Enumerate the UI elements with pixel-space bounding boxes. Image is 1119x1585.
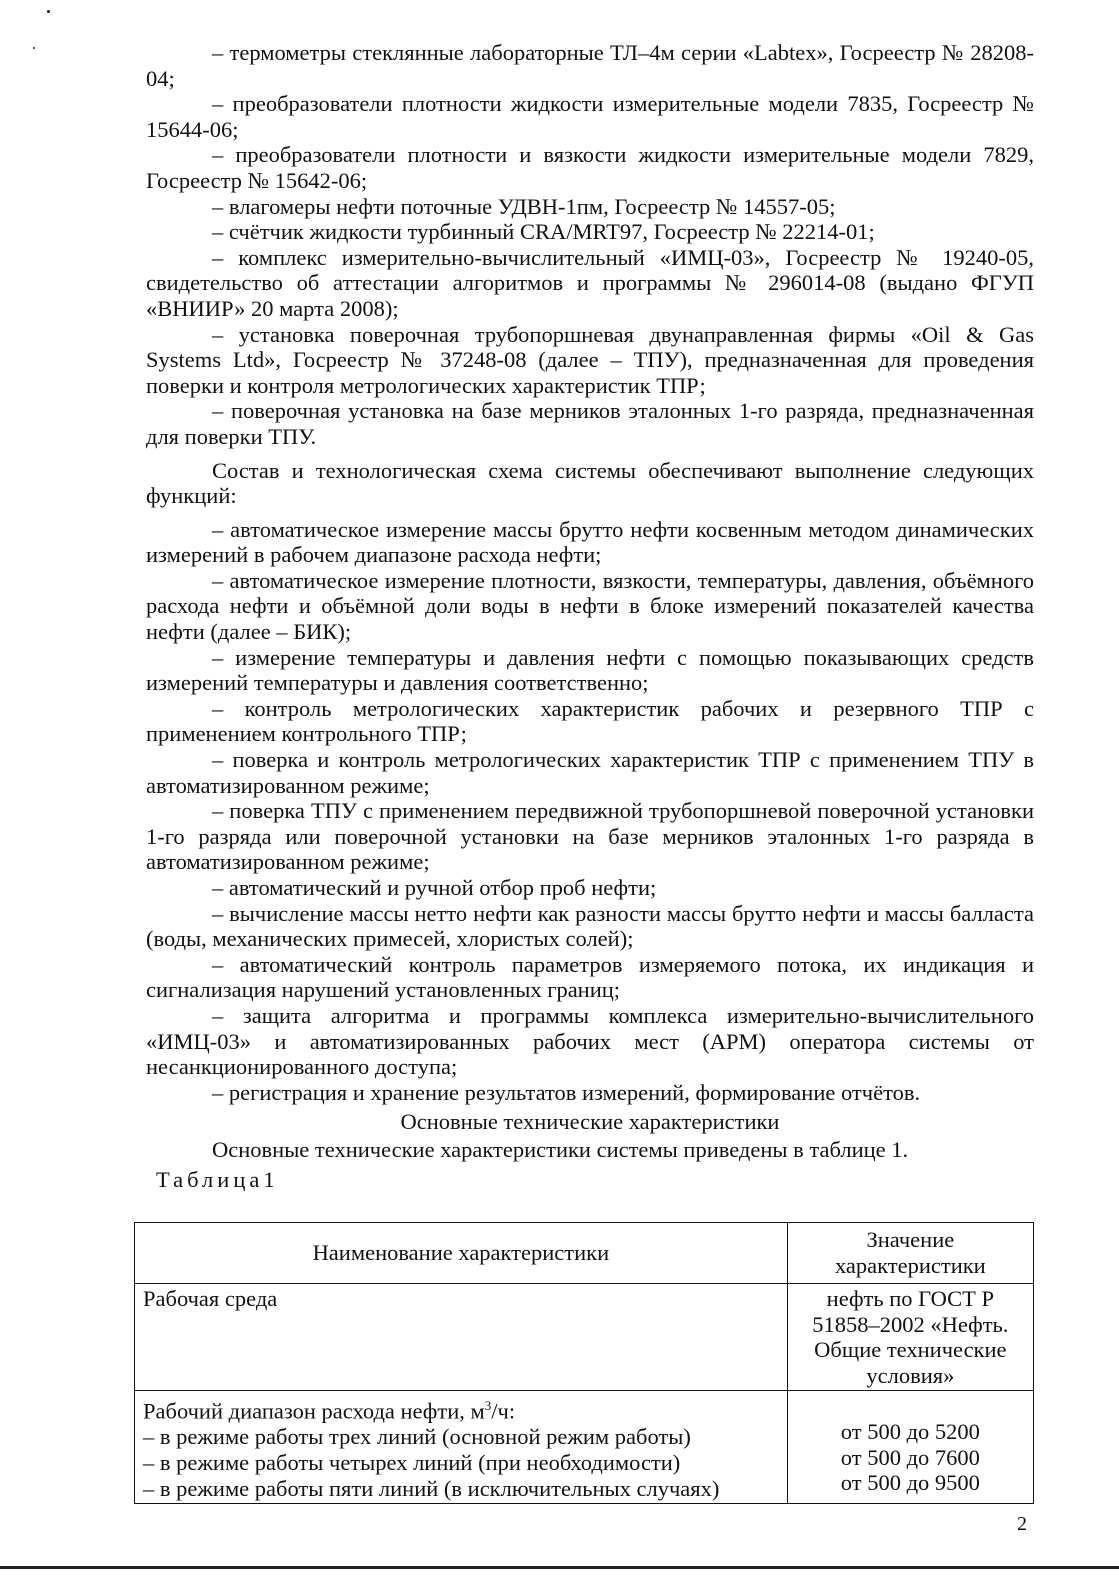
paragraph: – поверка ТПУ с применением передвижной трубопоршневой поверочной установки 1-го разряда или поверочной установки на базе мерников эталонных 1-го разряда в автоматизированном режиме;	[146, 798, 1034, 875]
table-intro: Основные технические характеристики системы приведены в таблице 1.	[212, 1136, 909, 1162]
paragraph: – комплекс измерительно-вычислительный «ИМЦ-03», Госреестр № 19240-05, свидетельство об аттестации алгоритмов и программы № 296014-08 (выдано ФГУП «ВНИИР» 20 марта 2008);	[146, 244, 1034, 321]
cell-name	[135, 1391, 788, 1504]
cell-value	[787, 1391, 1033, 1504]
flow-range-value: от 500 до 9500	[840, 1470, 980, 1496]
document-body	[146, 40, 1034, 1196]
table-caption: Таблица1	[156, 1166, 279, 1192]
paragraph: – термометры стеклянные лабораторные ТЛ–4м серии «Labtex», Госреестр № 28208-04;	[146, 40, 1034, 91]
table-row	[135, 1391, 1034, 1504]
paragraph: – поверочная установка на базе мерников эталонных 1-го разряда, предназначенная для поверки ТПУ.	[146, 398, 1034, 449]
section-heading: Основные технические характеристики	[400, 1109, 780, 1135]
paragraph: – преобразователи плотности жидкости измерительные модели 7835, Госреестр № 15644-06;	[146, 91, 1034, 142]
page-number: 2	[1017, 1513, 1027, 1535]
paragraph: Состав и технологическая схема системы обеспечивают выполнение следующих функций:	[146, 457, 1034, 509]
paragraph: – установка поверочная трубопоршневая двунаправленная фирмы «Oil & Gas Systems Ltd», Госреестр № 37248-08 (далее – ТПУ), предназначенная для проведения поверки и контроля метрологических характеристик ТПР;	[146, 321, 1034, 398]
flow-range-item: – в режиме работы четырех линий (при необходимости)	[143, 1450, 681, 1476]
paragraph: – защита алгоритма и программы комплекса измерительно-вычислительного «ИМЦ-03» и автоматизированных рабочих мест (АРМ) оператора системы от несанкционированного доступа;	[146, 1002, 1034, 1080]
flow-range-item: – в режиме работы трех линий (основной режим работы)	[143, 1424, 691, 1450]
table-row	[135, 1284, 1034, 1391]
paragraph: – влагомеры нефти поточные УДВН-1пм, Госреестр № 14557-05;	[212, 193, 836, 219]
scan-bottom-edge	[0, 1566, 1119, 1569]
header-name: Наименование характеристики	[135, 1223, 788, 1284]
paragraph: – поверка и контроль метрологических характеристик ТПР с применением ТПУ в автоматизированном режиме;	[146, 747, 1034, 798]
cell-value: нефть по ГОСТ Р 51858–2002 «Нефть. Общие технические условия»	[787, 1284, 1033, 1391]
table-header-row	[135, 1223, 1034, 1284]
scan-speck	[33, 47, 35, 49]
paragraph: – вычисление массы нетто нефти как разности массы брутто нефти и массы балласта (воды, механических примесей, хлористых солей);	[146, 900, 1034, 952]
header-value: Значение характеристики	[787, 1223, 1033, 1284]
paragraph: – автоматический и ручной отбор проб нефти;	[212, 875, 657, 900]
paragraph: – регистрация и хранение результатов измерений, формирование отчётов.	[212, 1079, 921, 1105]
characteristics-table	[134, 1222, 1034, 1504]
flow-range-title: Рабочий диапазон расхода нефти, $м^3/ч$:	[143, 1398, 516, 1424]
paragraph: – счётчик жидкости турбинный CRA/MRT97, Госреестр № 22214-01;	[212, 219, 875, 245]
scan-speck	[47, 10, 50, 13]
paragraph: – преобразователи плотности и вязкости жидкости измерительные модели 7829, Госреестр № 15642-06;	[146, 142, 1034, 193]
flow-range-item: – в режиме работы пяти линий (в исключительных случаях)	[143, 1475, 720, 1501]
flow-range-value: от 500 до 7600	[840, 1444, 980, 1470]
paragraph: – контроль метрологических характеристик рабочих и резервного ТПР с применением контрольного ТПР;	[146, 695, 1034, 747]
paragraph: – автоматическое измерение массы брутто нефти косвенным методом динамических измерений в рабочем диапазоне расхода нефти;	[146, 516, 1034, 568]
paragraph: – измерение температуры и давления нефти с помощью показывающих средств измерений температуры и давления соответственно;	[146, 644, 1034, 696]
paragraph: – автоматический контроль параметров измеряемого потока, их индикация и сигнализация нарушений установленных границ;	[146, 951, 1034, 1003]
flow-range-value: от 500 до 5200	[840, 1418, 980, 1444]
cell-name: Рабочая среда	[135, 1284, 788, 1391]
paragraph: – автоматическое измерение плотности, вязкости, температуры, давления, объёмного расхода нефти и объёмной доли воды в нефти в блоке измерений показателей качества нефти (далее – БИК);	[146, 567, 1034, 645]
